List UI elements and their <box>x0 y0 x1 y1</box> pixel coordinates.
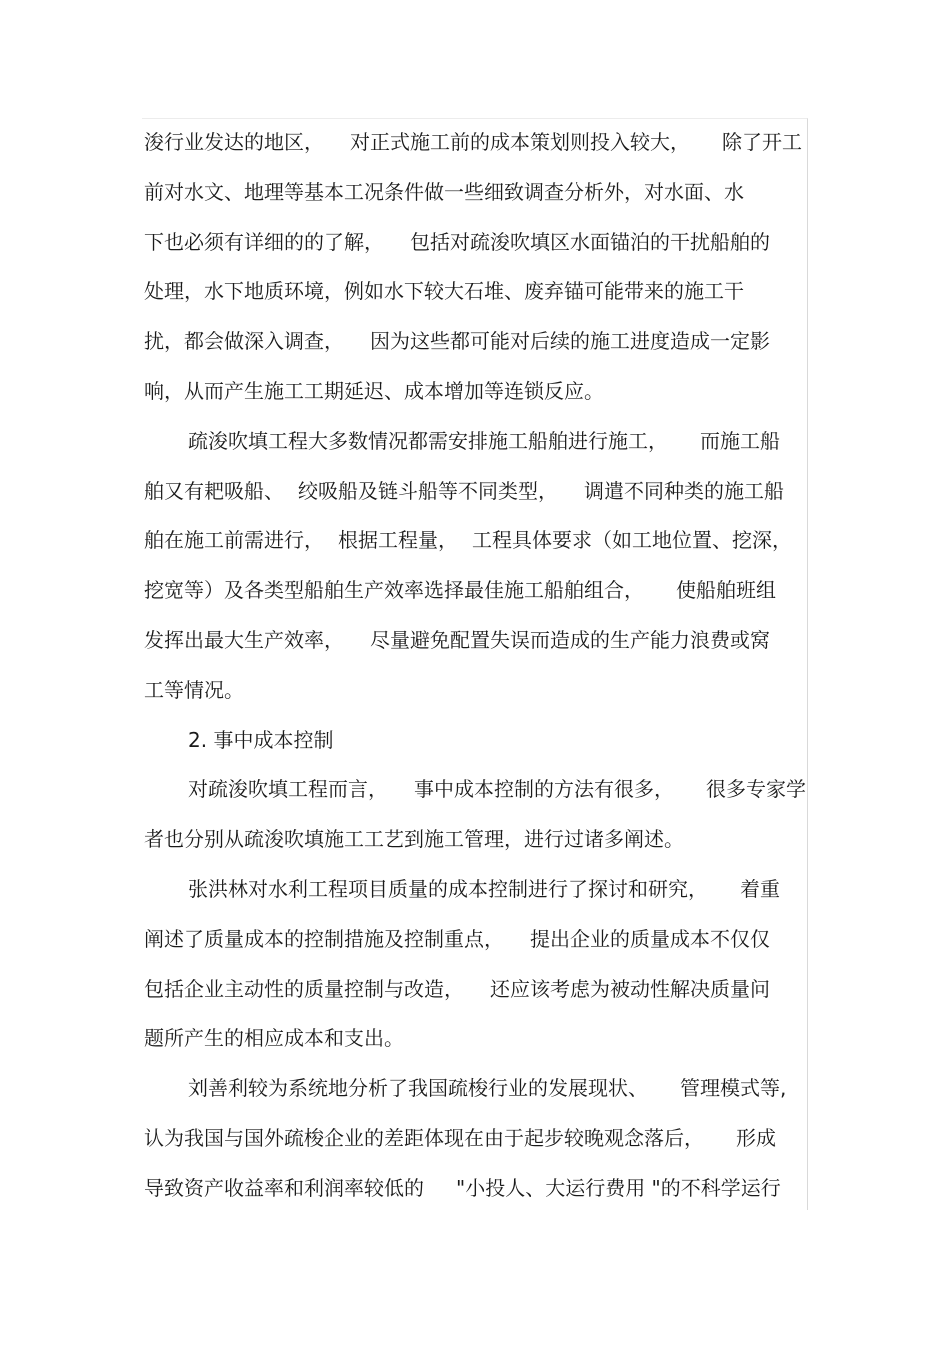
text-segment: 很多专家学 <box>706 777 806 802</box>
text-segment: 对疏浚吹填工程而言， <box>188 777 388 802</box>
text-segment: 响，从而产生施工工期延迟、成本增加等连锁反应。 <box>144 378 604 403</box>
text-segment: 工等情况。 <box>144 677 244 702</box>
text-line <box>144 520 808 570</box>
text-line <box>144 919 808 969</box>
text-segment: 包括对疏浚吹填区水面锚泊的干扰船舶的 <box>410 229 770 254</box>
text-segment: 事中成本控制的方法有很多， <box>414 777 674 802</box>
text-segment: 包括企业主动性的质量控制与改造， <box>144 976 464 1001</box>
text-segment: 还应该考虑为被动性解决质量问 <box>490 976 770 1001</box>
text-line <box>144 969 808 1019</box>
text-segment: "小投人、大运行费用 "的不科学运行 <box>456 1175 781 1200</box>
text-line <box>144 570 808 620</box>
text-line <box>144 321 808 371</box>
text-segment: 管理模式等, <box>680 1076 787 1101</box>
paragraph-start <box>144 421 808 471</box>
text-segment: 提出企业的质量成本不仅仅 <box>530 926 770 951</box>
text-segment: 挖宽等）及各类型船舶生产效率选择最佳施工船舶组合， <box>144 578 644 603</box>
text-segment: 绞吸船及链斗船等不同类型， <box>298 478 558 503</box>
text-segment: 尽量避免配置失误而造成的生产能力浪费或窝 <box>370 627 770 652</box>
text-segment: 工程具体要求（如工地位置、挖深， <box>472 528 792 553</box>
text-segment: 除了开工 <box>722 130 802 154</box>
text-segment: 扰，都会做深入调查， <box>144 329 344 354</box>
text-segment: 调遣不同种类的施工船 <box>584 478 784 503</box>
text-segment: 导致资产收益率和利润率较低的 <box>144 1175 424 1200</box>
text-line <box>144 1018 808 1068</box>
text-segment: 前对水文、地理等基本工况条件做一些细致调查分析外，对水面、水 <box>144 179 744 204</box>
text-line <box>144 1118 808 1168</box>
text-line <box>144 819 808 869</box>
text-line <box>144 271 808 321</box>
text-segment: 使船舶班组 <box>676 578 776 603</box>
text-segment: 题所产生的相应成本和支出。 <box>144 1026 404 1051</box>
text-line <box>144 1168 808 1218</box>
text-line <box>144 222 808 272</box>
text-line <box>144 371 808 421</box>
paragraph-start <box>144 869 808 919</box>
text-segment: 舶在施工前需进行， <box>144 528 324 553</box>
text-segment: 发挥出最大生产效率， <box>144 627 344 652</box>
paragraph-start <box>144 769 808 819</box>
text-segment: 着重 <box>740 876 780 901</box>
text-line <box>144 471 808 521</box>
text-line <box>144 620 808 670</box>
text-segment: 舶又有耙吸船、 <box>144 478 284 503</box>
text-segment: 对正式施工前的成本策划则投入较大， <box>350 130 690 154</box>
text-segment: 刘善利较为系统地分析了我国疏梭行业的发展现状、 <box>188 1076 648 1101</box>
text-segment: 根据工程量， <box>338 528 458 553</box>
text-segment: 认为我国与国外疏梭企业的差距体现在由于起步较晚观念落后， <box>144 1125 704 1150</box>
text-segment: 者也分别从疏浚吹填施工工艺到施工管理，进行过诸多阐述。 <box>144 827 684 852</box>
text-segment: 形成 <box>736 1125 776 1150</box>
document-body <box>144 122 808 1218</box>
text-line <box>144 670 808 720</box>
text-segment: 下也必须有详细的的了解， <box>144 229 384 254</box>
text-segment: 浚行业发达的地区， <box>144 130 324 154</box>
text-line <box>144 122 808 172</box>
text-segment: 因为这些都可能对后续的施工进度造成一定影 <box>370 329 770 354</box>
paragraph-start <box>144 1068 808 1118</box>
text-segment: 处理，水下地质环境，例如水下较大石堆、废弃锚可能带来的施工干 <box>144 279 744 304</box>
text-line <box>144 172 808 222</box>
text-segment: 阐述了质量成本的控制措施及控制重点， <box>144 926 504 951</box>
text-segment: 而施工船 <box>700 428 780 453</box>
text-segment: 张洪林对水利工程项目质量的成本控制进行了探讨和研究， <box>188 876 708 901</box>
text-segment: 疏浚吹填工程大多数情况都需安排施工船舶进行施工， <box>188 428 668 453</box>
text-segment: 2. 事中成本控制 <box>188 727 334 752</box>
section-heading <box>144 720 808 770</box>
